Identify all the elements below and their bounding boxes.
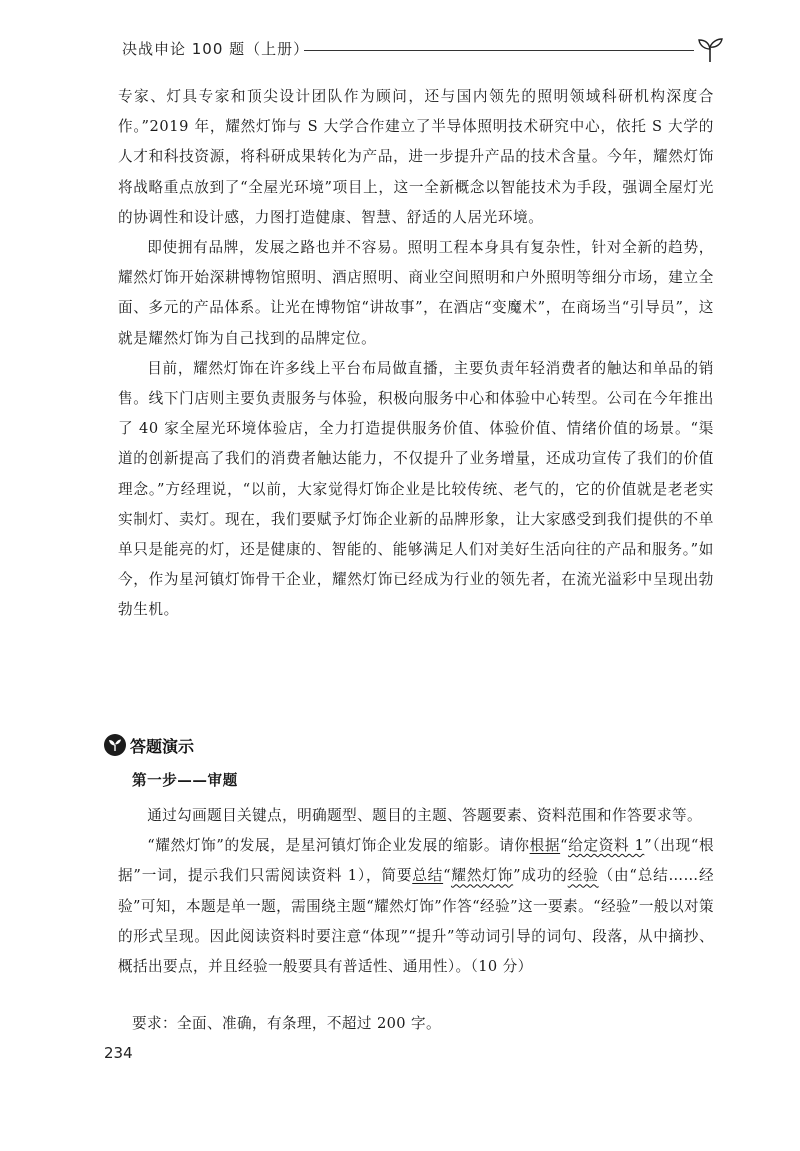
keyword-summarize: 总结 xyxy=(412,867,444,885)
analysis-text-g: “ xyxy=(443,867,451,885)
requirement-line: 要求：全面、准确，有条理，不超过 200 字。 xyxy=(132,1015,442,1032)
analysis-text-a: “耀然灯饰”的发展，是星河镇灯饰企业发展的缩影。请你 xyxy=(147,837,530,855)
paragraph-3: 目前，耀然灯饰在许多线上平台布局做直播，主要负责年轻消费者的触达和单品的销售。线下门店则主要负责服务与体验，积极向服务中心和体验中心转型。公司在今年推出了 40 家全屋光环境体验店，全力打造提供服务价值、体验价值、情绪价值的场景。“渠道的创新提高了我们的消费者触达能力，不仅提升了业务增量，还成功宣传了我们的价值理念。”方经理说，“以前，大家觉得灯饰企业是比较传统、老气的，它的价值就是老老实实制灯、卖灯。现在，我们要赋予灯饰企业新的品牌形象，让大家感受到我们提供的不单单只是能亮的灯，还是健康的、智能的、能够满足人们对美好生活向往的产品和服务。”如今，作为星河镇灯饰骨干企业，耀然灯饰已经成为行业的领先者，在流光溢彩中呈现出勃勃生机。 xyxy=(118,359,714,619)
leaf-icon xyxy=(104,734,126,756)
analysis-text-k: （由“总结……经验”可知，本题是单一题，需围绕主题“耀然灯饰”作答“经验”这一要素。“经验”一般以对策的形式呈现。因此阅读资料时要注意“体现”“提升”等动词引导的词句、段落，从中摘抄、概括出要点，并且经验一般要具有普适性、通用性）。（10 分） xyxy=(118,867,714,976)
paragraph-1: 专家、灯具专家和顶尖设计团队作为顾问，还与国内领先的照明领域科研机构深度合作。”2019 年，耀然灯饰与 S 大学合作建立了半导体照明技术研究中心，依托 S 大学的人才和科技资源，将科研成果转化为产品，进一步提升产品的技术含量。今年，耀然灯饰将战略重点放到了“全屋光环境”项目上，这一全新概念以智能技术为手段，强调全屋灯光的协调性和设计感，力图打造健康、智慧、舒适的人居光环境。 xyxy=(118,88,714,226)
book-title: 决战申论 100 题（上册） xyxy=(122,40,310,58)
analysis-paragraph xyxy=(118,831,714,982)
keyword-subject: 耀然灯饰 xyxy=(450,867,514,885)
section-title: 答题演示 xyxy=(130,736,195,756)
step-title: 第一步——审题 xyxy=(132,772,238,789)
analysis-text-c: “ xyxy=(560,837,568,855)
section-heading xyxy=(104,731,194,759)
page-number: 234 xyxy=(104,1044,133,1062)
analysis-text-i: ”成功的 xyxy=(513,867,568,885)
paragraph-2: 即使拥有品牌，发展之路也并不容易。照明工程本身具有复杂性，针对全新的趋势，耀然灯饰开始深耕博物馆照明、酒店照明、商业空间照明和户外照明等细分市场，建立全面、多元的产品体系。让光在博物馆“讲故事”，在酒店“变魔术”，在商场当“引导员”，这就是耀然灯饰为自己找到的品牌定位。 xyxy=(118,239,714,347)
sprout-icon xyxy=(696,36,724,64)
running-header xyxy=(122,36,722,66)
intro-paragraph: 通过勾画题目关键点，明确题型、题目的主题、答题要素、资料范围和作答要求等。 xyxy=(147,807,702,824)
analysis-text-e: ”（出现“根据”一词，提示我们只需阅读资料 1），简要 xyxy=(118,837,714,885)
header-rule xyxy=(304,50,694,51)
article-body xyxy=(118,82,714,626)
keyword-material: 给定资料 1 xyxy=(568,837,645,855)
keyword-experience: 经验 xyxy=(567,867,599,885)
answer-body xyxy=(118,801,714,982)
keyword-basis: 根据 xyxy=(529,837,561,855)
